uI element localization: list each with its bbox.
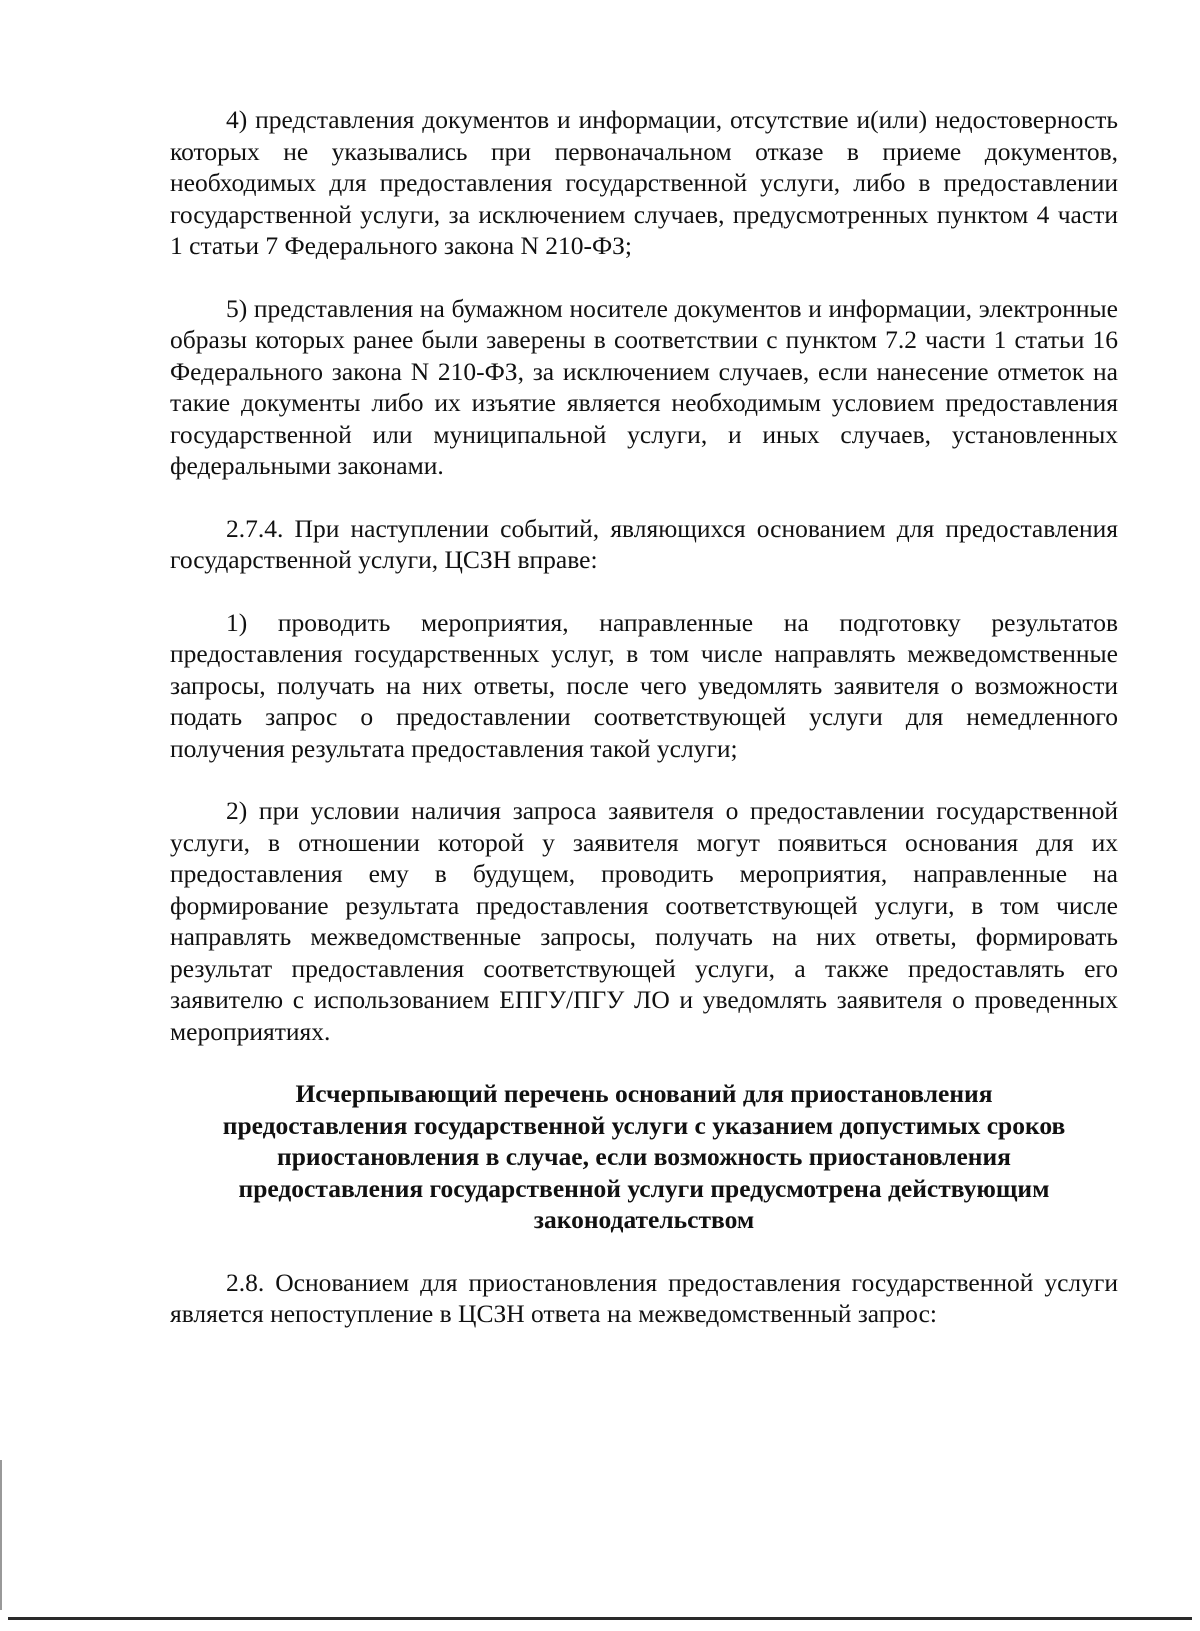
paragraph-2-8: 2.8. Основанием для приостановления предоставления государственной услуги является непоступление в ЦСЗН ответа на межведомственный запрос: (170, 1267, 1118, 1328)
paragraph-subitem-2: 2) при условии наличия запроса заявителя о предоставлении государственной услуги, в отношении которой у заявителя могут появиться основания для их предоставления ему в будущем, проводить мероприятия, направленные на формирование результата предоставления соответствующей услуги, в том числе направлять межведомственные запросы, получать на них ответы, формировать результат предоставления соответствующей услуги, а также предоставлять его заявителю с использованием ЕПГУ/ПГУ ЛО и уведомлять заявителя о проведенных мероприятиях. (170, 796, 1118, 1046)
paragraph-item-4: 4) представления документов и информации, отсутствие и(или) недостоверность которых не указывались при первоначальном отказе в приеме документов, необходимых для предоставления государственной услуги, либо в предоставлении государственной услуги, за исключением случаев, предусмотренных пунктом 4 части 1 статьи 7 Федерального закона N 210-ФЗ; (170, 105, 1118, 260)
section-heading: Исчерпывающий перечень оснований для приостановления предоставления государственной услуги с указанием допустимых сроков приостановления в случае, если возможность приостановления предоставления государственной услуги предусмотрена действующим законодательством (222, 1079, 1066, 1234)
scan-left-edge-line (0, 1460, 2, 1610)
document-body (170, 104, 1118, 1361)
scan-bottom-rule (8, 1617, 1192, 1620)
paragraph-subitem-1: 1) проводить мероприятия, направленные на подготовку результатов предоставления государственных услуг, в том числе направлять межведомственные запросы, получать на них ответы, после чего уведомлять заявителя о возможности подать запрос о предоставлении соответствующей услуги для немедленного получения результата предоставления такой услуги; (170, 607, 1118, 763)
paragraph-item-5: 5) представления на бумажном носителе документов и информации, электронные образы которых ранее были заверены в соответствии с пунктом 7.2 части 1 статьи 16 Федерального закона N 210-ФЗ, за исключением случаев, если нанесение отметок на такие документы либо их изъятие является необходимым условием предоставления государственной или муниципальной услуги, и иных случаев, установленных федеральными законами. (170, 293, 1118, 480)
paragraph-2-7-4: 2.7.4. При наступлении событий, являющихся основанием для предоставления государственной услуги, ЦСЗН вправе: (170, 513, 1118, 574)
